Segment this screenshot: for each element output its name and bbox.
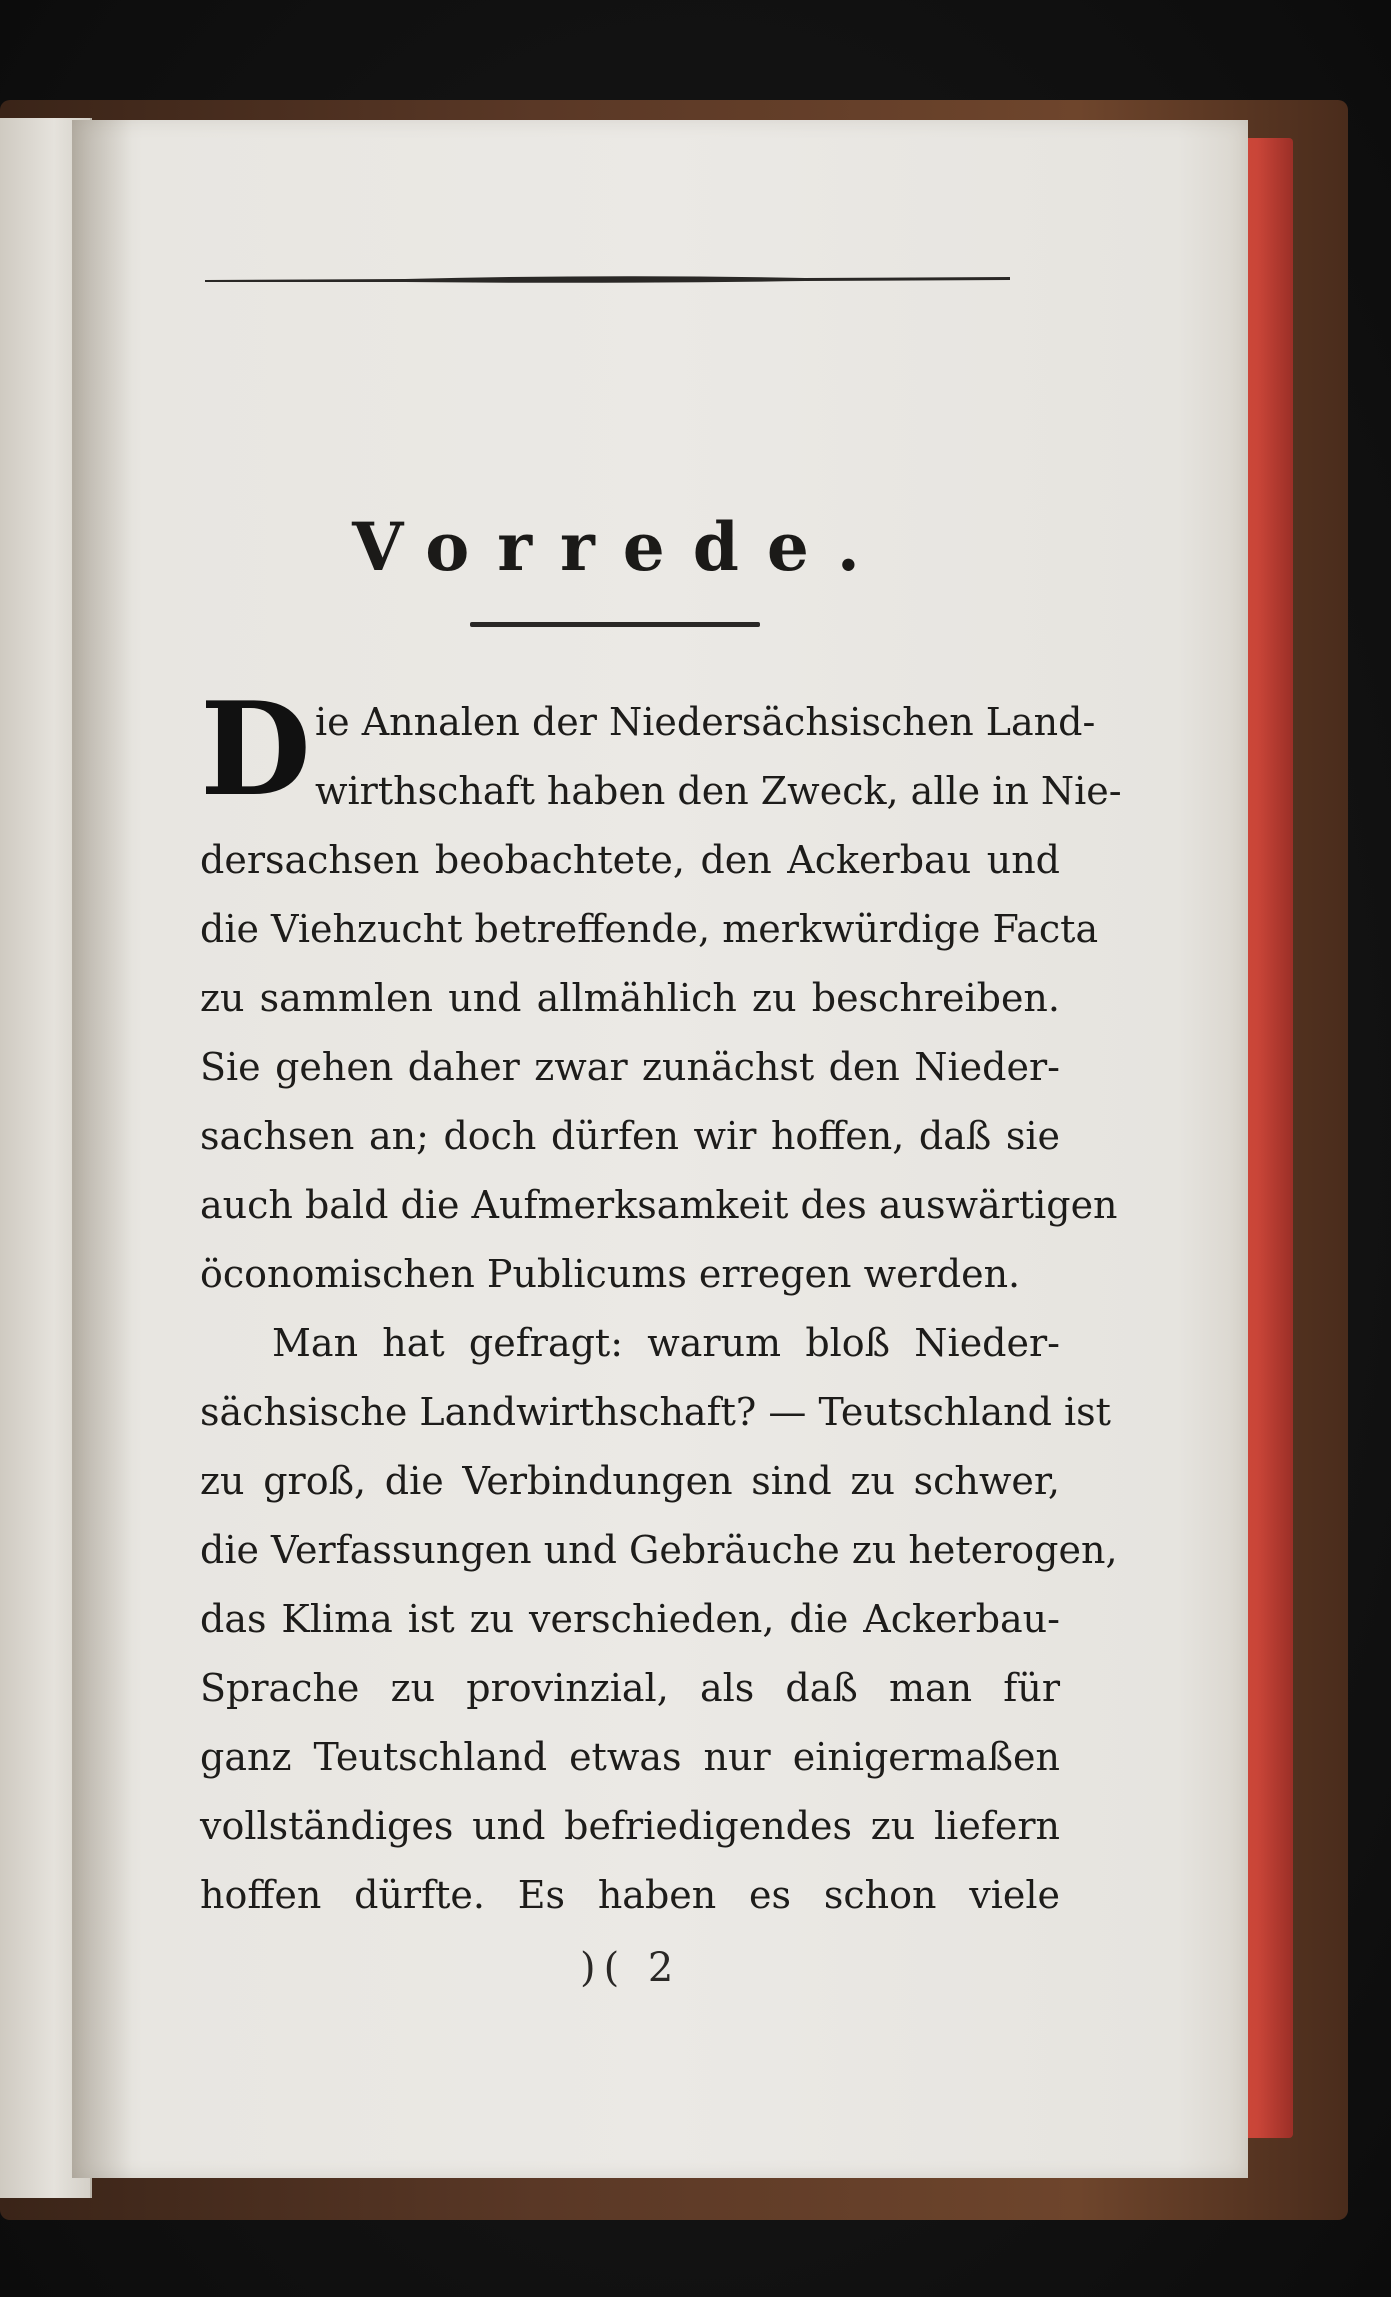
text-line: Sprache zu provinzial, als daß man für — [200, 1666, 1060, 1710]
text-line: hoffen dürfte. Es haben es schon viele — [200, 1873, 1060, 1917]
text-line: die Verfassungen und Gebräuche zu heterogen, — [200, 1528, 1118, 1572]
ornamental-head-rule — [205, 274, 1010, 284]
body-text — [200, 675, 1122, 1930]
paragraph-2 — [200, 1309, 1118, 1930]
text-line: vollständiges und befriedigendes zu liefern — [200, 1804, 1060, 1848]
text-line: ie Annalen der Niedersächsischen Land- — [315, 700, 1096, 744]
text-line: Man hat gefragt: warum bloß Nieder- — [272, 1321, 1060, 1365]
gutter-shadow — [72, 120, 132, 2178]
text-line: auch bald die Aufmerksamkeit des auswärtigen — [200, 1183, 1118, 1227]
signature-mark: )( 2 — [580, 1945, 682, 1991]
text-line: zu groß, die Verbindungen sind zu schwer, — [200, 1459, 1060, 1503]
text-line: öconomischen Publicums erregen werden. — [200, 1252, 1021, 1296]
text-line: das Klima ist zu verschieden, die Ackerbau- — [200, 1597, 1060, 1641]
text-line: die Viehzucht betreffende, merkwürdige Facta — [200, 907, 1099, 951]
text-line: zu sammlen und allmählich zu beschreiben. — [200, 976, 1060, 1020]
paragraph-1 — [200, 675, 1122, 1309]
text-line: sächsische Landwirthschaft? — Teutschland ist — [200, 1390, 1111, 1434]
text-line: Sie gehen daher zwar zunächst den Nieder- — [200, 1045, 1060, 1089]
drop-cap: D — [200, 675, 311, 825]
text-line: ganz Teutschland etwas nur einigermaßen — [200, 1735, 1060, 1779]
page-title: Vorrede. — [352, 508, 888, 586]
title-rule — [470, 622, 760, 627]
text-line: wirthschaft haben den Zweck, alle in Nie- — [315, 769, 1122, 813]
text-line: sachsen an; doch dürfen wir hoffen, daß sie — [200, 1114, 1060, 1158]
text-line: dersachsen beobachtete, den Ackerbau und — [200, 838, 1060, 882]
